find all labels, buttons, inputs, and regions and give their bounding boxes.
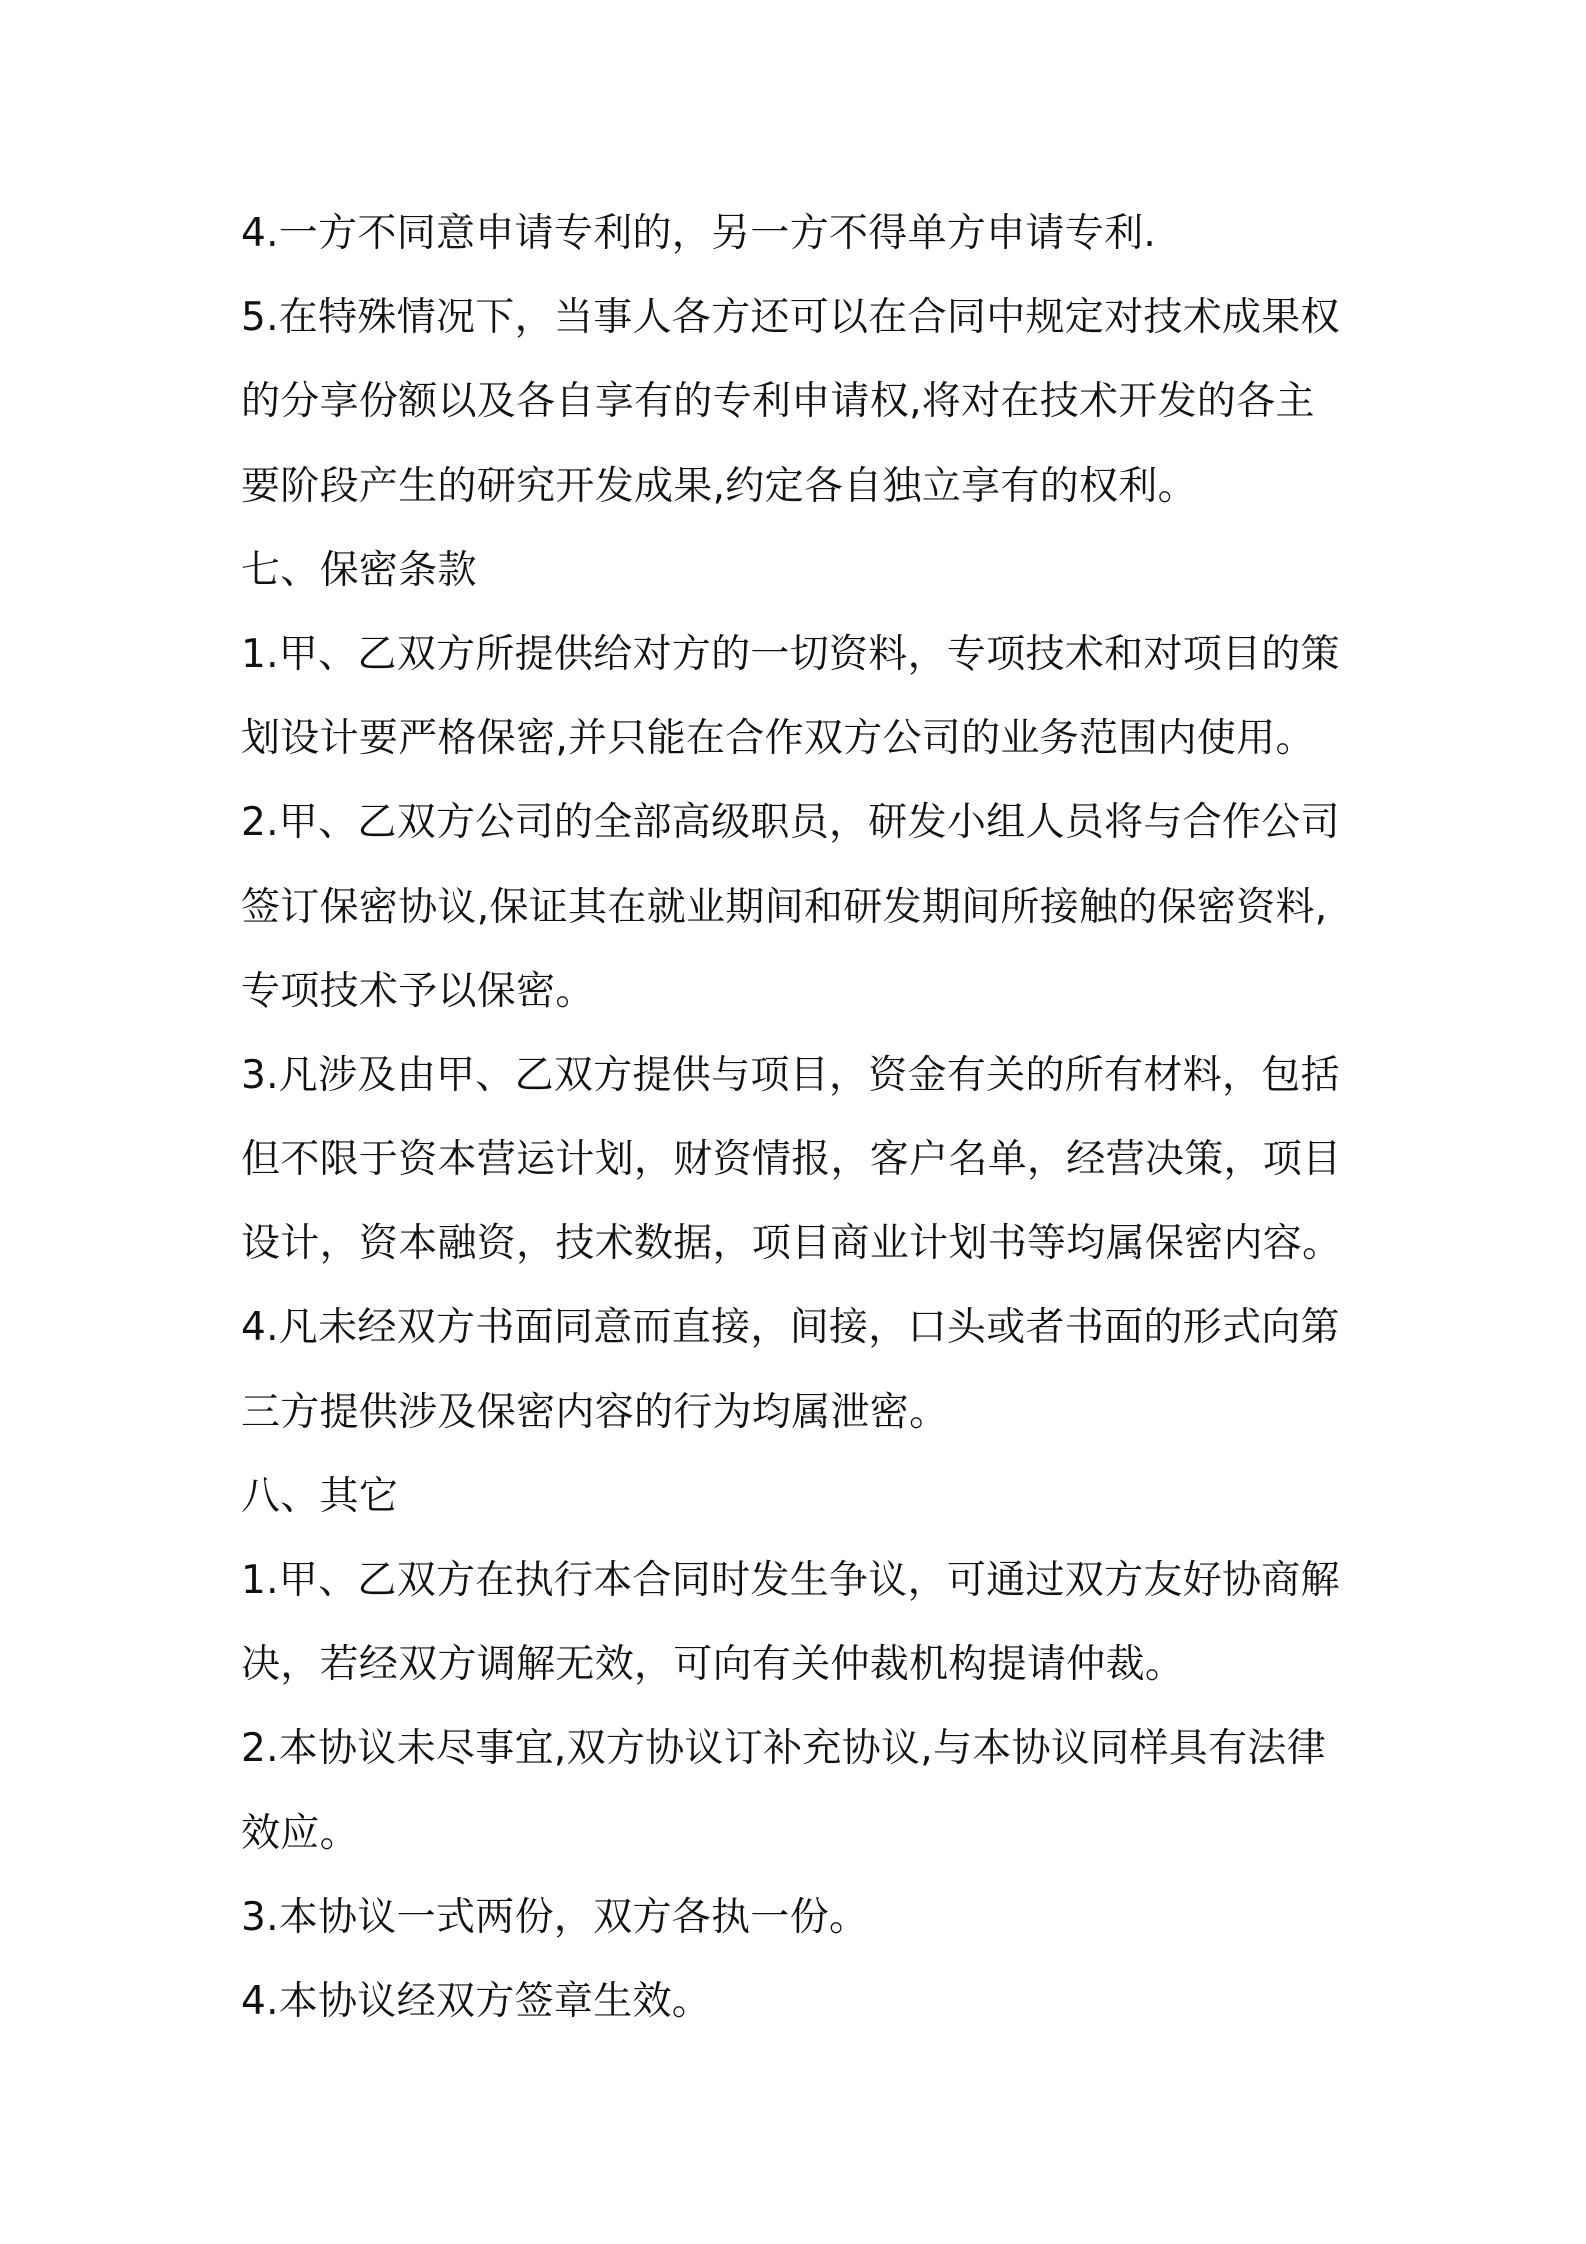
paragraph-line: 设计，资本融资，技术数据，项目商业计划书等均属保密内容。: [241, 1221, 1342, 1267]
paragraph-line: 5.在特殊情况下，当事人各方还可以在合同中规定对技术成果权: [241, 295, 1340, 341]
paragraph-line: 2.甲、乙双方公司的全部高级职员，研发小组人员将与合作公司: [241, 800, 1340, 846]
paragraph-line: 4.本协议经双方签章生效。: [241, 1978, 712, 2024]
document-body: [241, 192, 1381, 2044]
paragraph-line: 1.甲、乙双方所提供给对方的一切资料，专项技术和对项目的策: [241, 631, 1340, 677]
paragraph-line: 但不限于资本营运计划，财资情报，客户名单，经营决策，项目: [241, 1137, 1342, 1183]
paragraph-line: 专项技术予以保密。: [241, 968, 595, 1014]
paragraph-line: 4.凡未经双方书面同意而直接，间接，口头或者书面的形式向第: [241, 1305, 1340, 1351]
paragraph-line: 3.本协议一式两份，双方各执一份。: [241, 1894, 869, 1940]
paragraph-line: 4.一方不同意申请专利的，另一方不得单方申请专利.: [241, 211, 1157, 256]
paragraph-line: 三方提供涉及保密内容的行为均属泄密。: [241, 1389, 949, 1435]
paragraph-line: 1.甲、乙双方在执行本合同时发生争议，可通过双方友好协商解: [241, 1558, 1340, 1603]
paragraph-line: 3.凡涉及由甲、乙双方提供与项目，资金有关的所有材料，包括: [241, 1052, 1340, 1098]
paragraph-line: 划设计要严格保密,并只能在合作双方公司的业务范围内使用。: [241, 716, 1315, 762]
paragraph-line: 2.本协议未尽事宜,双方协议订补充协议,与本协议同样具有法律: [241, 1726, 1327, 1772]
paragraph-line: 要阶段产生的研究开发成果,约定各自独立享有的权利。: [241, 463, 1197, 509]
section-heading-other: 八、其它: [241, 1473, 399, 1519]
paragraph-line: 决，若经双方调解无效，可向有关仲裁机构提请仲裁。: [241, 1642, 1185, 1688]
section-heading-confidentiality: 七、保密条款: [241, 547, 477, 593]
paragraph-line: 签订保密协议,保证其在就业期间和研发期间所接触的保密资料,: [241, 884, 1328, 930]
paragraph-line: 的分享份额以及各自享有的专利申请权,将对在技术开发的各主: [241, 379, 1315, 425]
paragraph-line: 效应。: [241, 1810, 359, 1856]
